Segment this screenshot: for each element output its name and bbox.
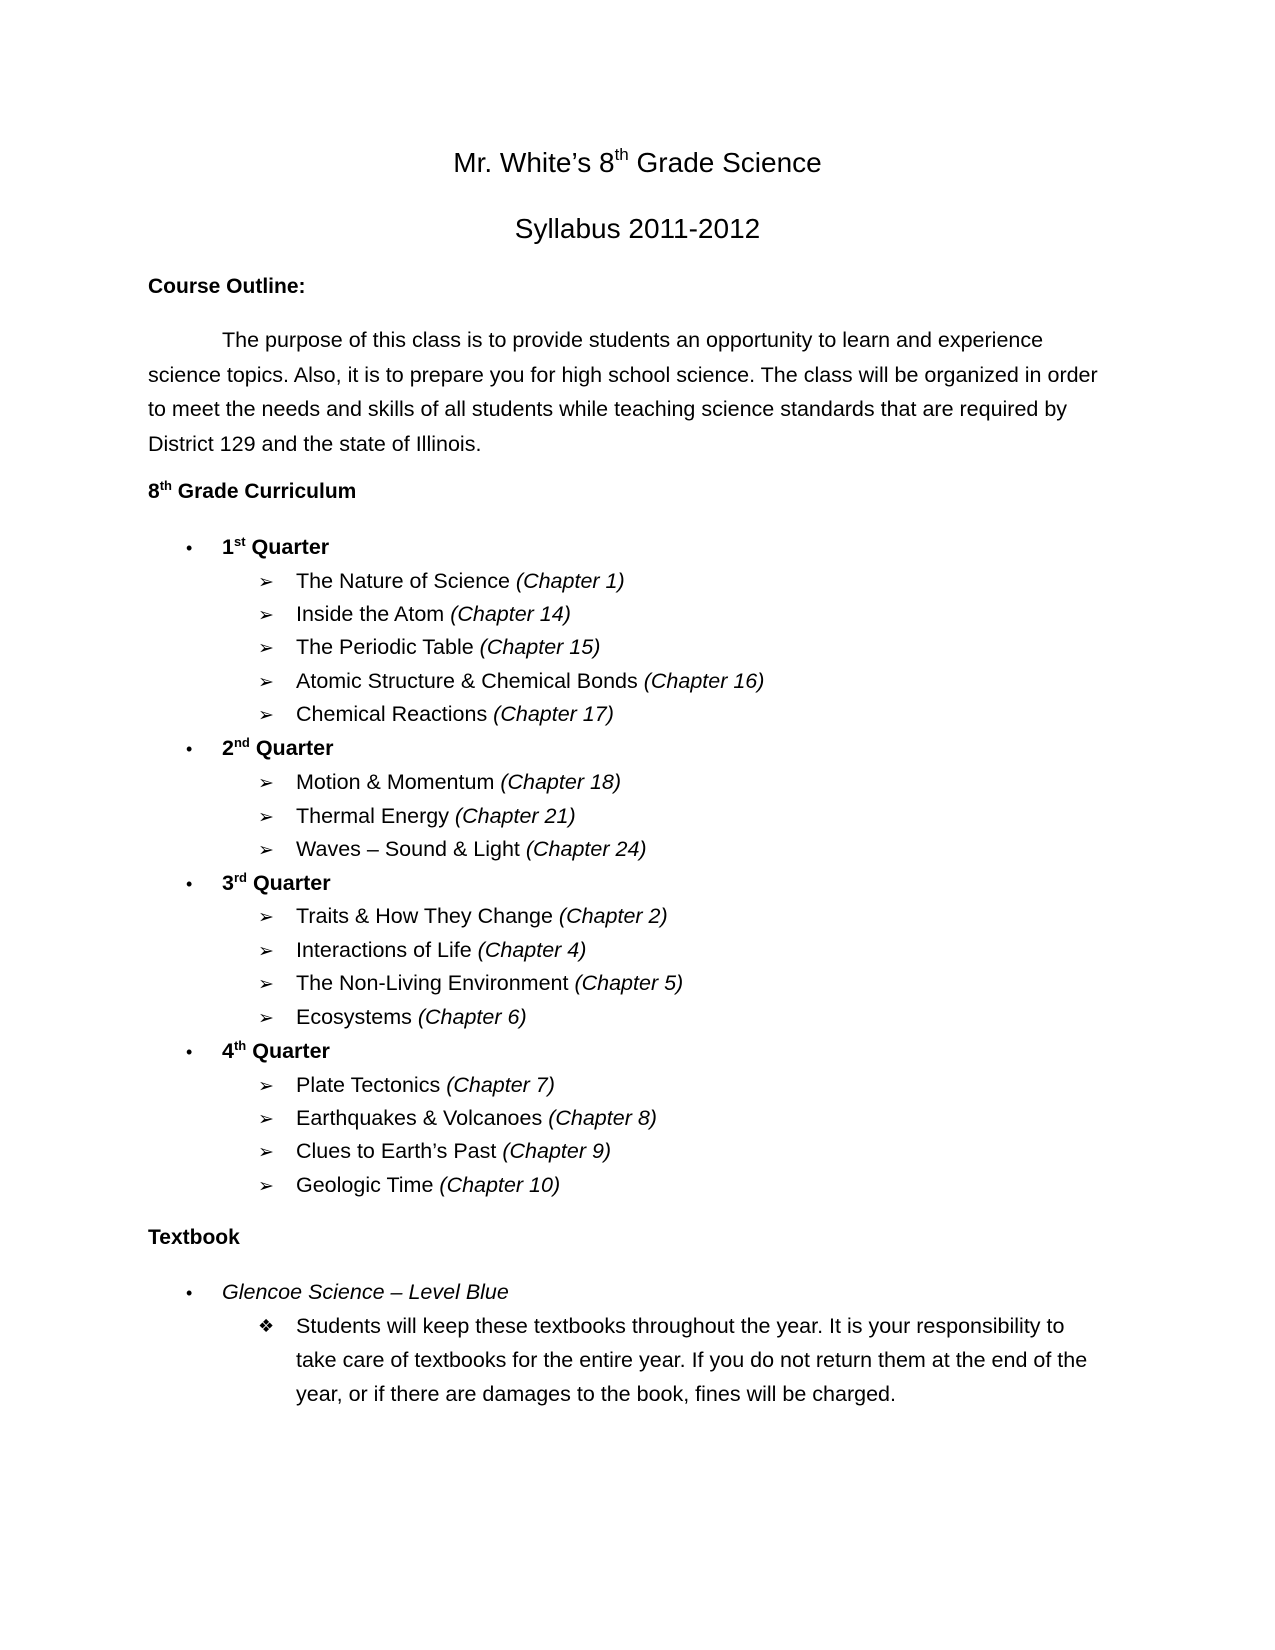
list-item <box>258 601 571 629</box>
list-item <box>258 836 647 864</box>
quarter-3 <box>186 870 331 899</box>
list-item <box>258 970 683 998</box>
list-item <box>258 701 614 729</box>
list-item <box>258 568 625 596</box>
diamond-bullet-icon: ❖ <box>258 1316 275 1336</box>
textbook-note-text: Students will keep these textbooks throughout the year. It is your responsibility to take care of textbooks for the entire year. If you do not return them at the end of the year, or if there are damages to the book, fines will be charged. <box>296 1314 1088 1406</box>
arrow-bullet-icon: ➢ <box>258 807 274 828</box>
chapter: (Chapter 15) <box>479 635 601 659</box>
curriculum-heading-text: Grade Curriculum <box>171 480 357 503</box>
topic: Chemical Reactions <box>296 702 494 726</box>
arrow-bullet-icon: ➢ <box>258 572 274 593</box>
textbook-heading: Textbook <box>148 1226 240 1249</box>
list-item <box>258 1004 527 1032</box>
arrow-bullet-icon: ➢ <box>258 672 274 693</box>
topic: Atomic Structure & Chemical Bonds <box>296 669 644 693</box>
topic: Earthquakes & Volcanoes <box>296 1106 549 1130</box>
topic: Ecosystems <box>296 1005 418 1029</box>
list-item <box>258 803 576 831</box>
quarter-label: 3rd Quarter <box>222 870 331 895</box>
chapter: (Chapter 1) <box>515 569 625 593</box>
list-item <box>258 668 764 696</box>
topic: Clues to Earth’s Past <box>296 1139 503 1163</box>
chapter: (Chapter 18) <box>500 770 622 794</box>
textbook-title: Glencoe Science – Level Blue <box>222 1280 509 1304</box>
list-item <box>258 1105 657 1133</box>
chapter: (Chapter 8) <box>548 1106 657 1130</box>
topic: Inside the Atom <box>296 602 451 626</box>
course-outline-text: The purpose of this class is to provide students an opportunity to learn and experience science topics. Also, it is to prepare you for high school science. The class will be organized in order to meet the needs and skills of all students while teaching science standards that are required by District 129 and the state of Illinois. <box>148 328 1098 456</box>
list-item <box>258 1172 560 1200</box>
arrow-bullet-icon: ➢ <box>258 705 274 726</box>
curriculum-heading <box>148 479 356 507</box>
document-title <box>0 146 1275 184</box>
curriculum-heading-superscript: th <box>159 478 172 493</box>
arrow-bullet-icon: ➢ <box>258 605 274 626</box>
chapter: (Chapter 16) <box>643 669 765 693</box>
arrow-bullet-icon: ➢ <box>258 941 274 962</box>
arrow-bullet-icon: ➢ <box>258 1176 274 1197</box>
quarter-label: 4th Quarter <box>222 1038 330 1063</box>
arrow-bullet-icon: ➢ <box>258 1142 274 1163</box>
list-item <box>258 634 600 662</box>
chapter: (Chapter 5) <box>574 971 684 995</box>
bullet-icon: • <box>186 538 193 558</box>
chapter: (Chapter 24) <box>525 837 647 861</box>
arrow-bullet-icon: ➢ <box>258 638 274 659</box>
topic: Motion & Momentum <box>296 770 501 794</box>
bullet-icon: • <box>186 739 193 759</box>
topic: The Periodic Table <box>296 635 480 659</box>
arrow-bullet-icon: ➢ <box>258 1109 274 1130</box>
topic: The Non-Living Environment <box>296 971 575 995</box>
title-suffix: Grade Science <box>628 147 822 178</box>
arrow-bullet-icon: ➢ <box>258 1008 274 1029</box>
topic: Thermal Energy <box>296 804 455 828</box>
chapter: (Chapter 9) <box>502 1139 612 1163</box>
chapter: (Chapter 10) <box>439 1173 561 1197</box>
chapter: (Chapter 2) <box>558 904 668 928</box>
arrow-bullet-icon: ➢ <box>258 907 274 928</box>
curriculum-heading-number: 8 <box>148 480 160 503</box>
quarter-label: 2nd Quarter <box>222 735 334 760</box>
arrow-bullet-icon: ➢ <box>258 840 274 861</box>
topic: Interactions of Life <box>296 938 478 962</box>
bullet-icon: • <box>186 1283 193 1303</box>
title-superscript: th <box>614 145 629 164</box>
document-subtitle: Syllabus 2011-2012 <box>514 213 761 244</box>
list-item <box>258 1138 611 1166</box>
arrow-bullet-icon: ➢ <box>258 1076 274 1097</box>
topic: Geologic Time <box>296 1173 440 1197</box>
chapter: (Chapter 14) <box>450 602 571 626</box>
list-item <box>258 1072 555 1100</box>
list-item <box>258 769 621 797</box>
textbook-title-item <box>186 1279 509 1306</box>
quarter-1 <box>186 534 329 563</box>
list-item <box>258 937 586 965</box>
list-item <box>258 903 668 931</box>
chapter: (Chapter 7) <box>446 1073 555 1097</box>
chapter: (Chapter 17) <box>493 702 614 726</box>
topic: Traits & How They Change <box>296 904 559 928</box>
course-outline-paragraph <box>148 323 1108 461</box>
quarter-2 <box>186 735 334 764</box>
chapter: (Chapter 6) <box>417 1005 527 1029</box>
textbook-note <box>258 1309 1088 1411</box>
chapter: (Chapter 21) <box>454 804 576 828</box>
course-outline-heading: Course Outline: <box>148 275 306 298</box>
topic: Plate Tectonics <box>296 1073 447 1097</box>
topic: Waves – Sound & Light <box>296 837 526 861</box>
bullet-icon: • <box>186 1042 193 1062</box>
bullet-icon: • <box>186 874 193 894</box>
title-prefix: Mr. White’s 8 <box>453 147 615 178</box>
arrow-bullet-icon: ➢ <box>258 773 274 794</box>
quarter-4 <box>186 1038 330 1067</box>
chapter: (Chapter 4) <box>477 938 587 962</box>
arrow-bullet-icon: ➢ <box>258 974 274 995</box>
quarter-label: 1st Quarter <box>222 534 330 559</box>
topic: The Nature of Science <box>296 569 516 593</box>
